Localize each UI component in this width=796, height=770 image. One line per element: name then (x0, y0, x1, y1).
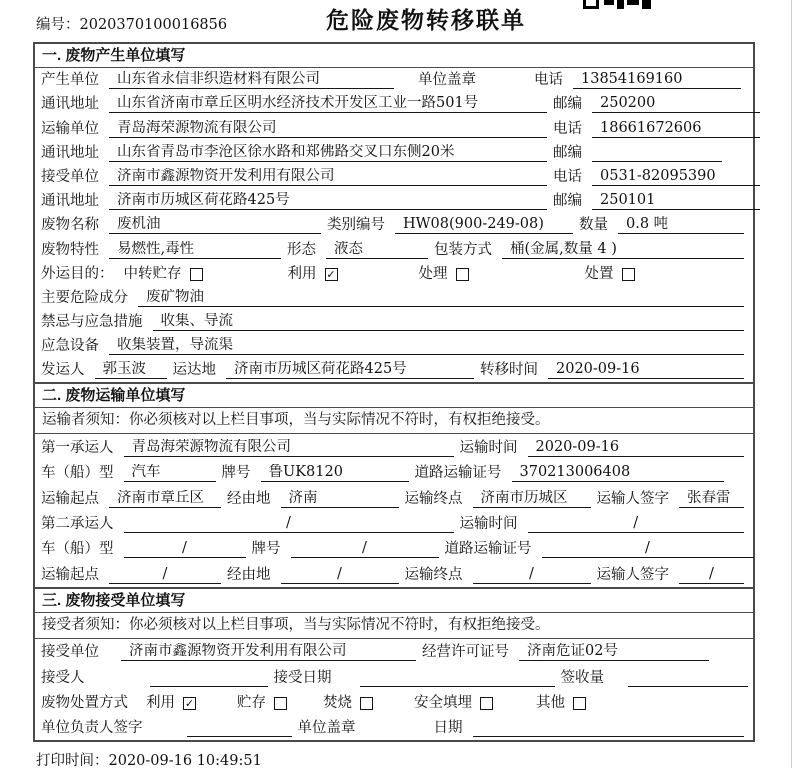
section-title: 二. 废物运输单位填写 (35, 384, 753, 408)
field-label: 形态 (287, 241, 316, 258)
field-value: 液态 (326, 241, 428, 259)
checkbox (323, 695, 373, 712)
field-value: 250200 (592, 95, 760, 113)
section-receiver (35, 587, 753, 741)
checkbox-empty-icon (456, 268, 469, 281)
field-label: 废物名称 (41, 217, 99, 234)
section-notice: 接受者须知：你必须核对以上栏目事项，当与实际情况不符时，有权拒绝接受。 (35, 613, 753, 639)
field-label: 通讯地址 (41, 193, 99, 210)
checkbox-label: 焚烧 (323, 694, 352, 711)
spacer (338, 282, 419, 283)
form-row (35, 511, 753, 536)
field-label: 转移时间 (480, 362, 538, 379)
spacer (109, 660, 121, 661)
page-right-edge-line (791, 0, 792, 768)
field-label: 应急设备 (41, 338, 99, 355)
field-value: / (109, 566, 221, 584)
field-label: 通讯地址 (41, 144, 99, 161)
field-label: 运输人签字 (596, 566, 669, 583)
field-value: 370213006408 (512, 464, 724, 482)
spacer (95, 686, 150, 687)
spacer (614, 686, 628, 687)
spacer (153, 736, 187, 737)
field-label: 废物处置方式 (41, 694, 128, 711)
doc-number (36, 13, 227, 34)
field-label: 运输单位 (41, 120, 99, 137)
field-label: 运输起点 (41, 566, 99, 583)
document-header (0, 0, 796, 42)
field-label: 日期 (433, 720, 463, 737)
form-row (35, 715, 753, 740)
checkbox-label: 贮存 (237, 694, 266, 711)
static-text: 单位盖章 (418, 72, 476, 89)
checkbox (419, 266, 469, 283)
field-value: 济南危证02号 (519, 643, 709, 661)
qr-block (642, 0, 651, 9)
field-label: 运输时间 (459, 439, 518, 456)
field-value: 济南市历城区荷花路425号 (226, 361, 474, 379)
field-label: 运输人签字 (596, 490, 669, 507)
field-value: 废矿物油 (138, 289, 744, 307)
field-label: 运输终点 (404, 566, 463, 583)
field-value: 青岛海荣源物流有限公司 (124, 439, 454, 457)
form-row (35, 286, 753, 310)
field-value: / (528, 515, 745, 533)
field-value: / (542, 540, 754, 558)
qr-block (627, 0, 639, 5)
field-label: 接受单位 (41, 168, 99, 185)
field-label: 经由地 (227, 566, 271, 583)
field-value: 0531-82095390 (592, 168, 760, 186)
field-label: 运输起点 (41, 490, 99, 507)
field-label: 禁忌与应急措施 (41, 314, 143, 331)
field-label: 牌号 (221, 465, 251, 482)
field-label: 单位负责人签字 (41, 720, 143, 737)
field-value: 2020-09-16 (528, 439, 745, 457)
checkbox (124, 266, 203, 283)
checkbox-label: 中转贮存 (123, 265, 182, 282)
form-row (35, 485, 753, 510)
form-row (35, 165, 753, 189)
spacer (342, 686, 360, 687)
section-notice: 运输者须知：你必须核对以上栏目事项，当与实际情况不符时，有权拒绝接受。 (35, 408, 753, 434)
form-row (35, 92, 753, 116)
spacer (362, 736, 434, 737)
field-label: 邮编 (553, 96, 582, 113)
form-row (35, 213, 753, 237)
field-value: 济南市历城区 (473, 490, 591, 508)
field-label: 类别编号 (327, 217, 385, 234)
qr-block (583, 0, 599, 9)
checkbox-label: 处理 (418, 265, 448, 282)
page-title: 危险废物转移联单 (326, 7, 526, 33)
checkbox-label: 利用 (287, 265, 317, 282)
doc-number-label: 编号： (36, 17, 80, 33)
field-label: 经由地 (227, 490, 271, 507)
form-row (35, 639, 753, 664)
field-label: 邮编 (553, 193, 582, 210)
field-label: 接受人 (41, 669, 85, 686)
field-value: 0.8 吨 (618, 216, 744, 234)
field-value: 郭玉波 (95, 361, 167, 379)
field-label: 签收量 (560, 669, 604, 686)
field-label: 第一承运人 (41, 439, 114, 456)
spacer (196, 711, 237, 712)
checkbox-empty-icon (480, 697, 493, 710)
field-value: / (291, 540, 439, 558)
field-value: HW08(900-249-08) (395, 216, 573, 234)
form-row (35, 664, 753, 689)
field-label: 运达地 (172, 362, 216, 379)
section-title: 三. 废物接受单位填写 (35, 589, 753, 613)
field-value (187, 720, 292, 737)
field-value: 青岛海荣源物流有限公司 (109, 120, 547, 138)
field-value: 山东省济南市章丘区明水经济技术开发区工业一路501号 (109, 95, 547, 113)
field-label: 包装方式 (434, 241, 492, 258)
checkbox (146, 695, 196, 712)
field-value: 鲁UK8120 (261, 464, 409, 482)
field-label: 第二承运人 (41, 516, 114, 532)
spacer (469, 282, 585, 283)
field-value: / (124, 515, 454, 533)
field-value: 济南 (281, 490, 399, 508)
print-time-value: 2020-09-16 10:49:51 (108, 753, 262, 770)
field-value: / (281, 566, 399, 584)
form-row (35, 334, 753, 358)
field-value (150, 670, 268, 687)
field-value (473, 720, 745, 737)
field-label: 接受日期 (273, 669, 332, 686)
form-row (35, 536, 753, 561)
spacer (493, 711, 536, 712)
field-label: 运输终点 (404, 490, 463, 507)
field-value (628, 670, 748, 687)
field-label: 经营许可证号 (422, 644, 509, 661)
form-row (35, 237, 753, 261)
field-value: 废机油 (109, 216, 321, 234)
spacer (728, 161, 766, 162)
field-label: 电话 (553, 120, 582, 137)
field-value: 张春雷 (679, 490, 744, 508)
checkbox-empty-icon (274, 697, 287, 710)
field-value (360, 670, 555, 687)
field-value: 18661672606 (592, 120, 760, 138)
checkbox-label: 其他 (536, 694, 565, 711)
field-value: 收集、导流 (153, 313, 745, 331)
field-value: / (124, 540, 246, 558)
field-label: 主要危险成分 (41, 289, 128, 306)
form-row (35, 561, 753, 586)
field-label: 牌号 (251, 541, 281, 558)
form-row (35, 310, 753, 334)
checkbox-empty-icon (622, 268, 635, 281)
field-value: 济南市章丘区 (109, 490, 221, 508)
checkbox (288, 266, 338, 283)
form-row (35, 262, 753, 286)
form-row (35, 434, 753, 459)
spacer (287, 711, 323, 712)
section-producer (35, 44, 753, 382)
form-row (35, 690, 753, 715)
field-label: 道路运输证号 (444, 541, 532, 558)
spacer (138, 711, 146, 712)
field-label: 废物特性 (41, 241, 99, 258)
checkbox (536, 695, 586, 712)
field-label: 邮编 (553, 144, 582, 161)
qr-code-fragment-icon (583, 0, 651, 9)
field-value: 250101 (592, 192, 760, 210)
field-value: 济南市历城区荷花路425号 (109, 192, 547, 210)
field-label: 数量 (579, 217, 608, 234)
field-label: 车（船）型 (41, 541, 114, 558)
manifest-form-table (33, 42, 755, 742)
field-value: 汽车 (124, 464, 216, 482)
field-value: 13854169160 (573, 71, 741, 89)
checkbox (414, 695, 493, 712)
field-value: 济南市鑫源物资开发利用有限公司 (109, 168, 547, 186)
field-label: 通讯地址 (41, 96, 99, 113)
field-label: 运输时间 (459, 516, 518, 532)
spacer (203, 282, 288, 283)
checkbox-label: 处置 (584, 265, 614, 282)
qr-block (604, 0, 614, 5)
qr-block (617, 0, 624, 9)
form-row (35, 189, 753, 213)
checkbox (237, 695, 287, 712)
section-title: 一. 废物产生单位填写 (35, 44, 753, 68)
field-value: 易燃性,毒性 (109, 241, 281, 259)
checkbox-label: 利用 (146, 694, 175, 711)
field-value: 山东省青岛市李沧区徐水路和郑佛路交叉口东侧20米 (109, 144, 547, 162)
form-row (35, 141, 753, 165)
form-row (35, 358, 753, 382)
form-row (35, 116, 753, 140)
checkbox-empty-icon (360, 697, 373, 710)
checkbox-checked-icon: ✓ (184, 696, 195, 710)
doc-number-value: 2020370100016856 (79, 17, 228, 33)
field-value (592, 145, 722, 162)
checkbox-empty-icon (573, 697, 586, 710)
field-label: 车（船）型 (41, 465, 114, 482)
print-time (36, 749, 796, 770)
field-value: / (473, 566, 591, 584)
field-label: 电话 (534, 72, 563, 89)
field-label: 接受单位 (41, 644, 99, 661)
field-label: 电话 (553, 168, 582, 185)
checkbox-checked-icon: ✓ (326, 267, 336, 281)
checkbox-label: 安全填埋 (414, 694, 472, 711)
field-label: 外运目的： (41, 265, 114, 282)
field-value: 济南市鑫源物资开发利用有限公司 (121, 643, 416, 661)
section-transporter (35, 382, 753, 586)
field-label: 道路运输证号 (414, 465, 502, 482)
print-time-label: 打印时间： (36, 753, 109, 770)
field-value: 收集装置，导流渠 (109, 337, 744, 355)
field-value: 2020-09-16 (548, 361, 744, 379)
checkbox-empty-icon (190, 268, 203, 281)
field-label: 发运人 (41, 362, 85, 379)
field-value: 山东省永信非织造材料有限公司 (109, 71, 394, 89)
field-value: 桶(金属,数量 4 ) (502, 241, 744, 259)
field-label: 产生单位 (41, 72, 99, 89)
form-row (35, 68, 753, 92)
form-row (35, 460, 753, 485)
static-text: 单位盖章 (297, 720, 356, 737)
field-value: / (679, 566, 744, 584)
checkbox (585, 266, 635, 283)
spacer (373, 711, 414, 712)
